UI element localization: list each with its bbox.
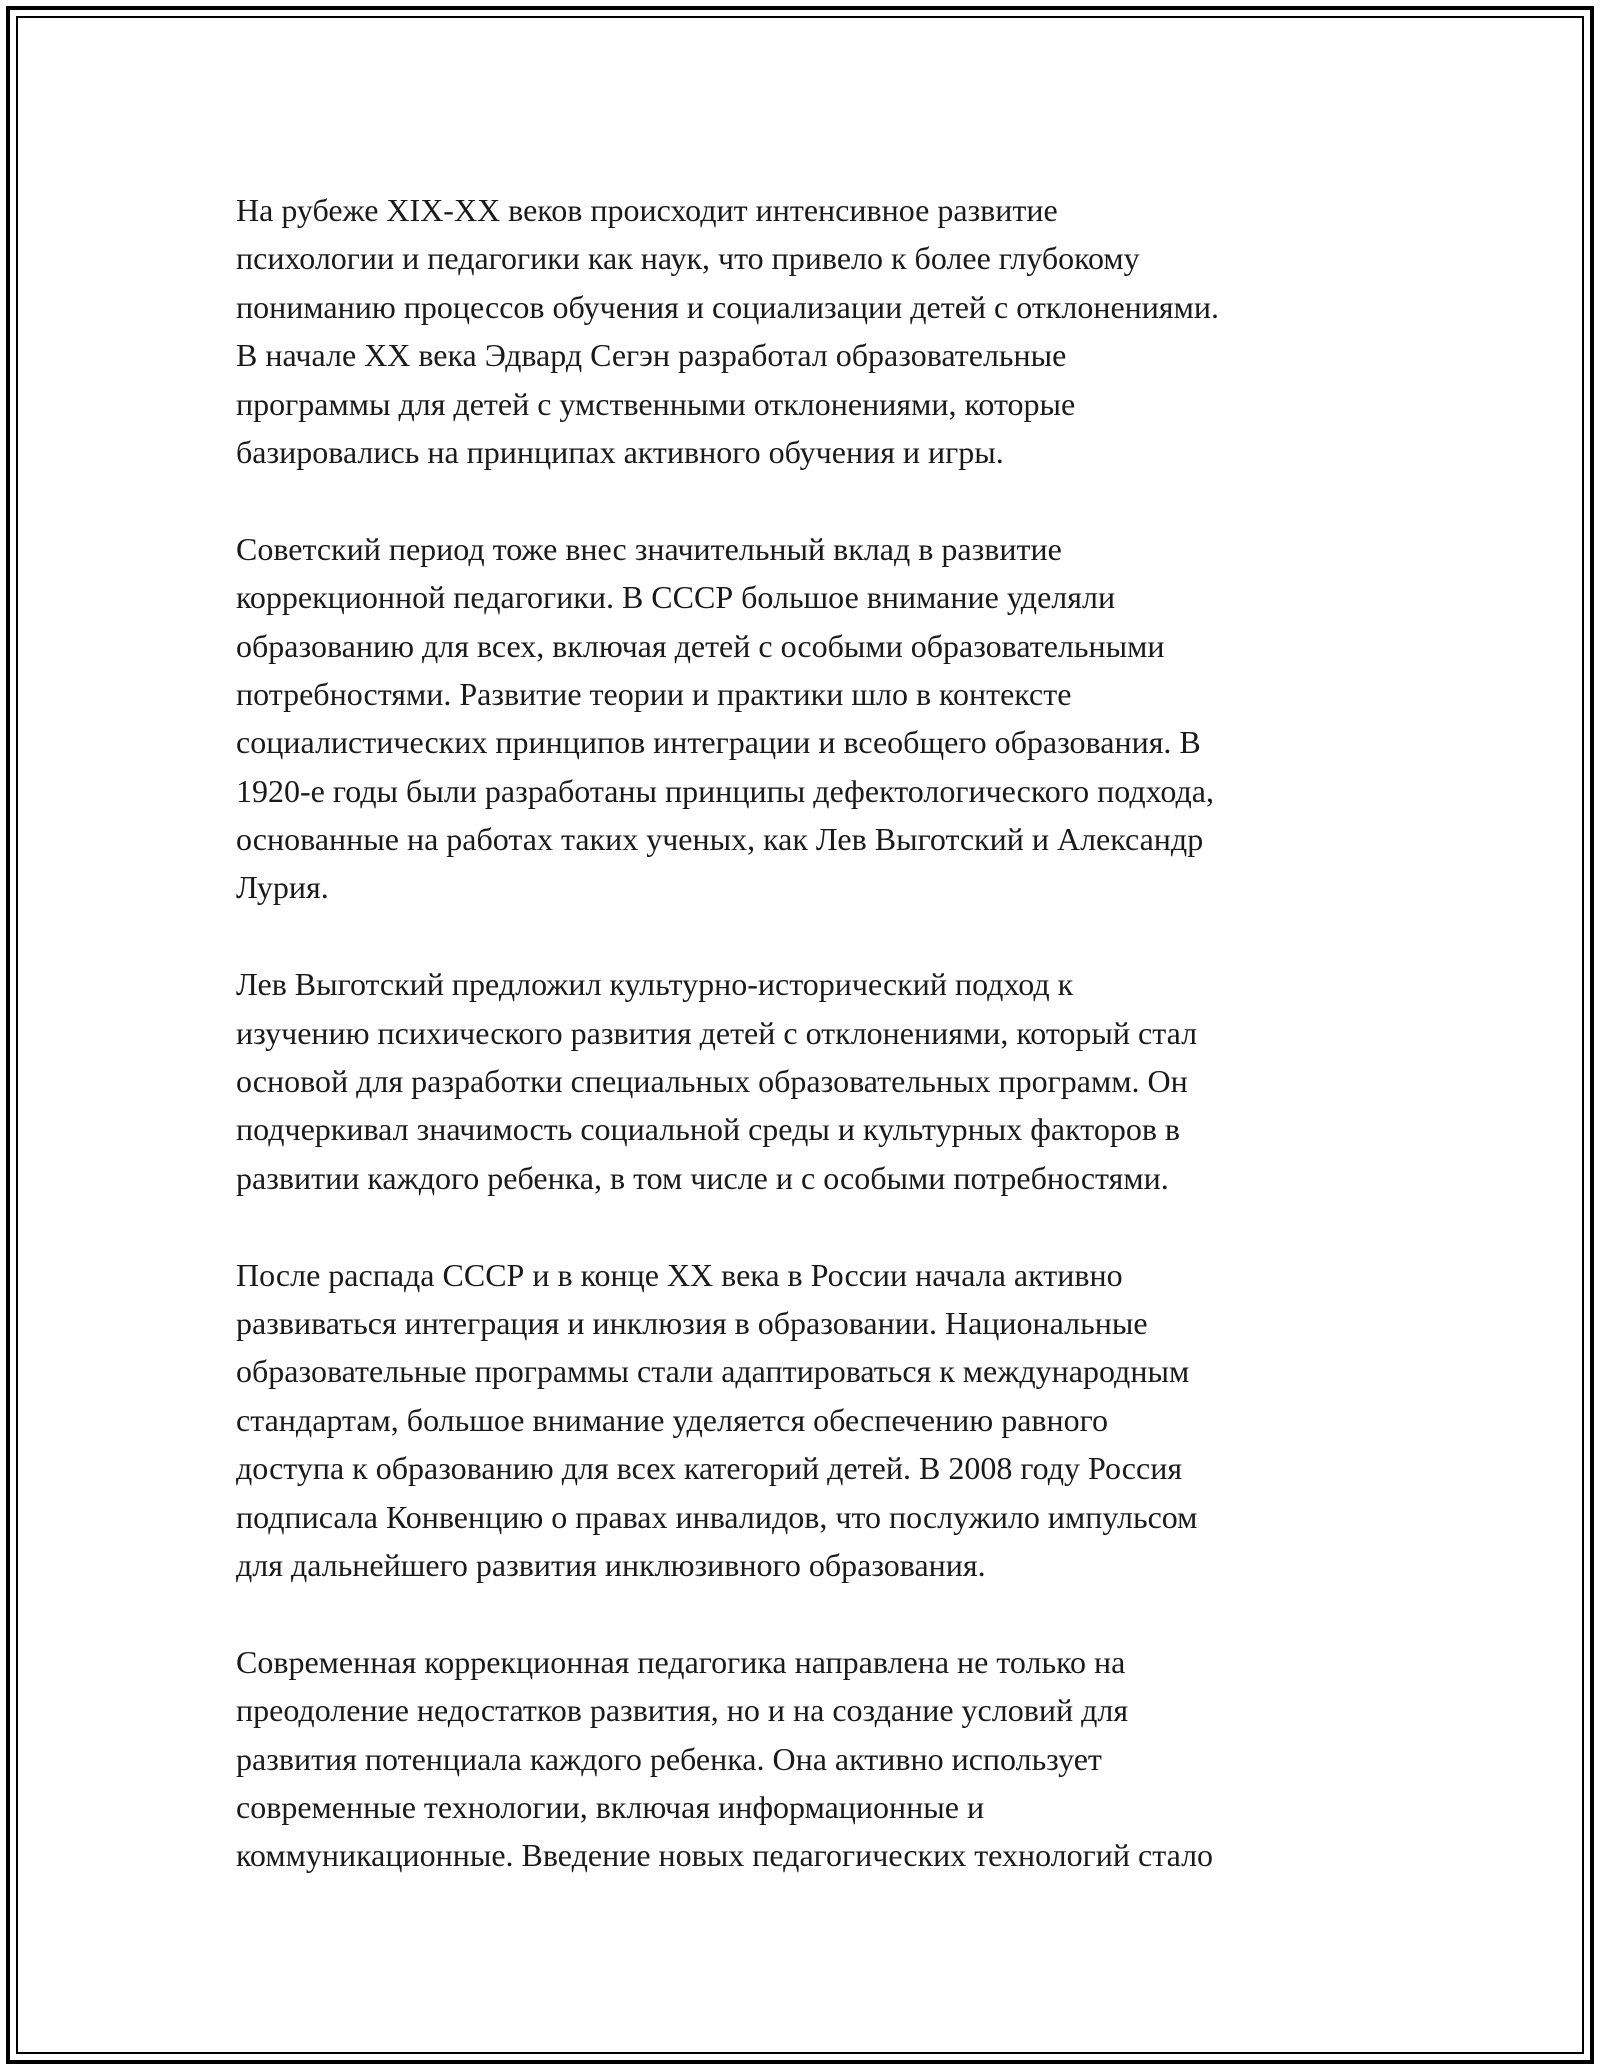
text-line: для дальнейшего развития инклюзивного образования. (236, 1546, 986, 1583)
text-line: подписала Конвенцию о правах инвалидов, что послужило импульсом (236, 1498, 1198, 1535)
text-line: пониманию процессов обучения и социализации детей с отклонениями. (236, 288, 1219, 325)
paragraph-5 (236, 1638, 1416, 1880)
text-line: подчеркивал значимость социальной среды и культурных факторов в (236, 1111, 1181, 1148)
text-line: образованию для всех, включая детей с особыми образовательными (236, 627, 1165, 664)
text-line: В начале XX века Эдвард Сегэн разработал образовательные (236, 337, 1067, 374)
paragraph-4 (236, 1251, 1416, 1590)
text-line: На рубеже XIX-XX веков происходит интенсивное развитие (236, 192, 1058, 228)
text-line: развитии каждого ребенка, в том числе и с особыми потребностями. (236, 1159, 1169, 1196)
paragraph-2 (236, 525, 1416, 912)
paragraph-3 (236, 960, 1416, 1202)
text-line: Лурия. (236, 869, 329, 906)
text-line: Лев Выготский предложил культурно-исторический подход к (236, 966, 1074, 1003)
text-line: психологии и педагогики как наук, что привело к более глубокому (236, 240, 1140, 277)
document-body (236, 186, 1416, 1928)
text-line: Современная коррекционная педагогика направлена не только на (236, 1643, 1126, 1680)
text-line: современные технологии, включая информационные и (236, 1788, 985, 1825)
text-line: потребностями. Развитие теории и практики шло в контексте (236, 675, 1072, 712)
text-line: социалистических принципов интеграции и всеобщего образования. В (236, 724, 1201, 761)
paragraph-1 (236, 186, 1416, 476)
text-line: преодоление недостатков развития, но и на создание условий для (236, 1692, 1129, 1729)
text-line: коммуникационные. Введение новых педагогических технологий стало (236, 1837, 1214, 1874)
text-line: развиваться интеграция и инклюзия в образовании. Национальные (236, 1304, 1148, 1341)
text-line: изучению психического развития детей с отклонениями, который стал (236, 1014, 1198, 1051)
text-line: базировались на принципах активного обучения и игры. (236, 433, 1004, 470)
text-line: После распада СССР и в конце XX века в России начала активно (236, 1256, 1123, 1293)
text-line: доступа к образованию для всех категорий детей. В 2008 году Россия (236, 1450, 1183, 1487)
text-line: 1920-е годы были разработаны принципы дефектологического подхода, (236, 772, 1214, 809)
text-line: стандартам, большое внимание уделяется обеспечению равного (236, 1401, 1108, 1438)
text-line: основанные на работах таких ученых, как Лев Выготский и Александр (236, 821, 1204, 858)
text-line: программы для детей с умственными отклонениями, которые (236, 385, 1076, 422)
text-line: основой для разработки специальных образовательных программ. Он (236, 1063, 1188, 1100)
text-line: Советский период тоже внес значительный вклад в развитие (236, 530, 1062, 567)
text-line: коррекционной педагогики. В СССР большое внимание уделяли (236, 579, 1116, 616)
text-line: развития потенциала каждого ребенка. Она активно использует (236, 1740, 1102, 1777)
text-line: образовательные программы стали адаптироваться к международным (236, 1353, 1190, 1390)
